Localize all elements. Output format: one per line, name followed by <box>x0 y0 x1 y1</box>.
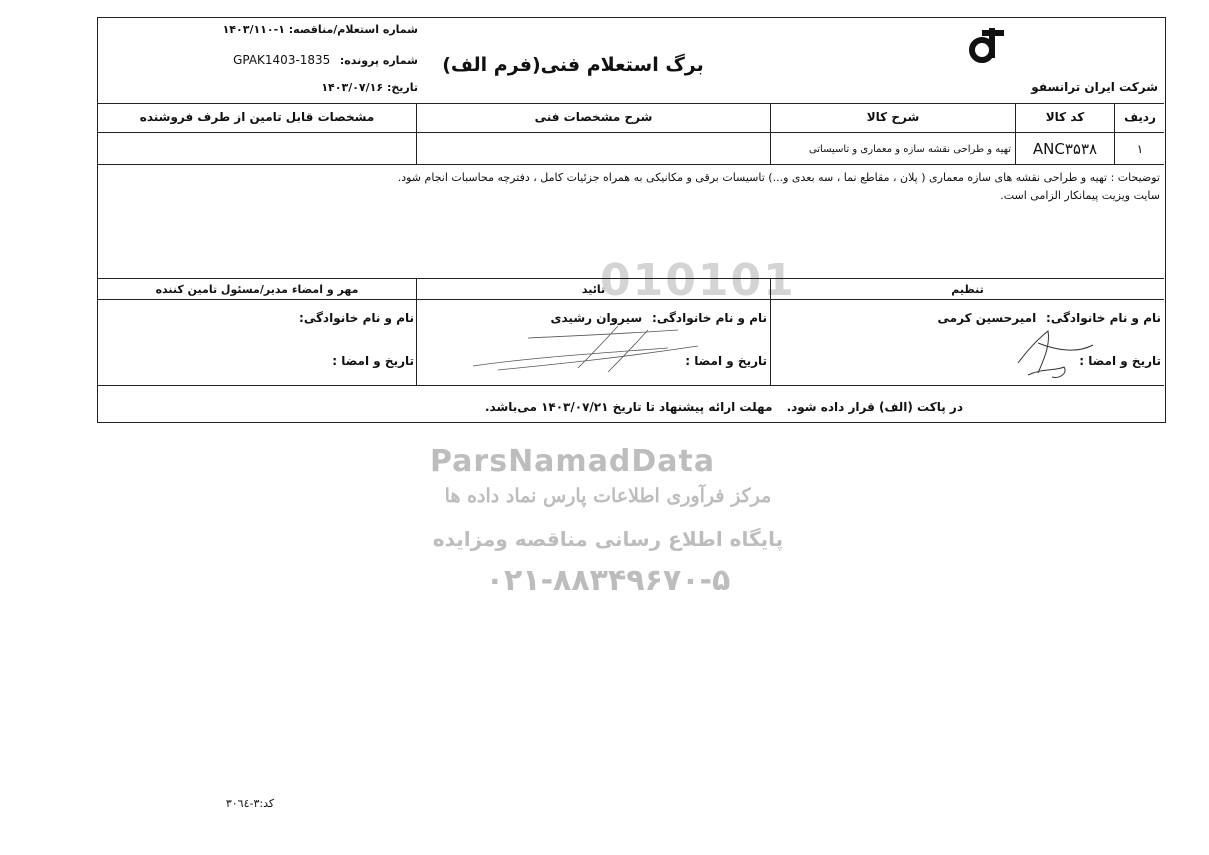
file-number-value: GPAK1403-1835 <box>233 53 331 67</box>
table-row-code: ANC۳۵۳۸ <box>1032 140 1098 158</box>
form-date <box>188 81 418 94</box>
watermark-line2: پایگاه اطلاع رسانی مناقصه ومزایده <box>432 527 784 551</box>
prepared-date-sign: تاریخ و امضا : <box>1079 354 1161 368</box>
form-code: کد:۳-۳۰٦٤ <box>225 797 275 810</box>
watermark-brand: ParsNamadData <box>430 444 716 479</box>
watermark-digits: 010101 <box>600 255 796 306</box>
col-header-row: ردیف <box>1124 110 1156 124</box>
inquiry-number <box>188 23 418 36</box>
iran-transfo-logo-icon <box>964 26 1004 66</box>
notes-line-1: توضیحات : تهیه و طراحی نقشه های سازه معماری ( پلان ، مقاطع نما ، سه بعدی و...) تاسیسات برقی و مکانیکی به همراه جزئیات کامل ، دفترچه محاسبات انجام شود. <box>397 171 1160 184</box>
supplier-date-sign: تاریخ و امضا : <box>332 354 414 368</box>
file-number-label: شماره پرونده: <box>339 54 418 67</box>
table-row-number: ۱ <box>1136 142 1144 156</box>
supplier-name-field: نام و نام خانوادگی: <box>299 311 414 325</box>
col-header-spec: شرح مشخصات فنی <box>534 110 653 124</box>
approved-header: تائید <box>581 283 606 296</box>
col-header-supplier: مشخصات قابل تامین از طرف فروشنده <box>139 110 375 124</box>
watermark-line1: مرکز فرآوری اطلاعات پارس نماد داده ها <box>444 485 772 507</box>
prepared-signature <box>1008 323 1098 385</box>
notes-line-2: سایت ویزیت پیمانکار الزامی است. <box>1000 189 1160 202</box>
deadline-note-part2: مهلت ارائه پیشنهاد تا تاریخ ۱۴۰۳/۰۷/۲۱ می‌باشد. <box>485 400 773 414</box>
inquiry-form <box>97 17 1166 423</box>
form-title: برگ استعلام فنی(فرم الف) <box>442 54 704 76</box>
prepared-header: تنظیم <box>951 283 984 296</box>
deadline-note <box>298 400 963 414</box>
table-row-description: تهیه و طراحی نقشه سازه و معماری و تاسیساتی <box>808 144 1011 155</box>
prepared-name-value: امیرحسین کرمی <box>937 311 1037 325</box>
watermark-phone: ۰۲۱-۸۸۳۴۹۶۷۰-۵ <box>485 563 731 598</box>
deadline-note-part1: در پاکت (الف) قرار داده شود. <box>786 400 963 414</box>
inquiry-number-value: ۱-۱۴۰۳/۱۱۰ <box>222 23 285 36</box>
approved-signature <box>468 318 708 380</box>
company-name: شرکت ایران ترانسفو <box>1031 80 1158 94</box>
approved-date-sign: تاریخ و امضا : <box>685 354 767 368</box>
col-header-code: کد کالا <box>1045 110 1085 124</box>
approved-name-label: نام و نام خانوادگی: <box>652 311 767 325</box>
supplier-sign-header: مهر و امضاء مدیر/مسئول تامین کننده <box>155 283 359 296</box>
inquiry-number-label: شماره استعلام/مناقصه: <box>288 23 418 36</box>
prepared-name-field <box>771 311 1161 325</box>
file-number <box>188 53 418 67</box>
form-date-label: تاریخ: <box>386 81 418 94</box>
approved-name-value: سیروان رشیدی <box>550 311 643 325</box>
prepared-name-label: نام و نام خانوادگی: <box>1046 311 1161 325</box>
col-header-description: شرح کالا <box>866 110 920 124</box>
form-date-value: ۱۴۰۳/۰۷/۱۶ <box>321 81 384 94</box>
